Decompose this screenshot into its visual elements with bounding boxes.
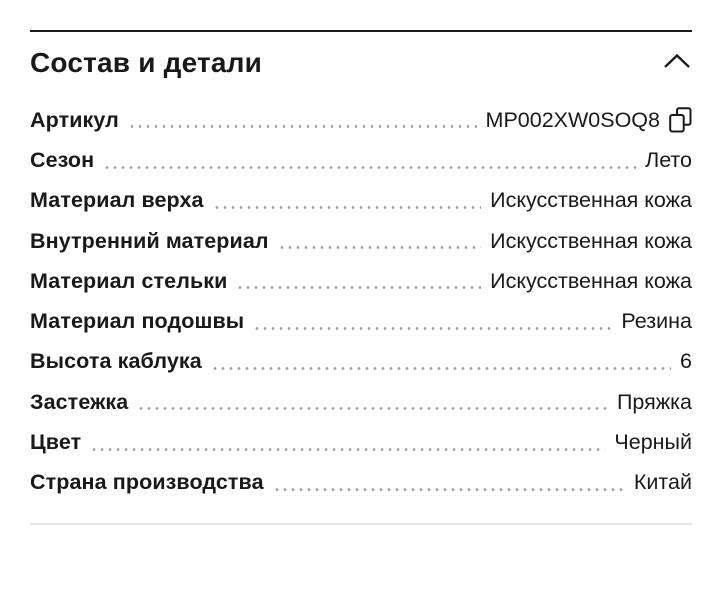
- attribute-value: Искусственная кожа: [490, 268, 692, 293]
- attribute-label: Внутренний материал: [30, 228, 269, 253]
- attribute-value: 6: [680, 349, 692, 374]
- dotted-leader: [211, 367, 671, 370]
- attribute-row: [30, 301, 692, 341]
- dotted-leader: [103, 166, 636, 169]
- attribute-row: [30, 463, 692, 503]
- attribute-label: Материал верха: [30, 188, 204, 213]
- dotted-leader: [273, 488, 625, 491]
- dotted-leader: [278, 246, 481, 249]
- dotted-leader: [90, 448, 605, 451]
- attribute-row: [30, 221, 692, 261]
- attribute-value: Китай: [633, 470, 692, 495]
- attribute-row: [30, 422, 692, 462]
- attribute-row: [30, 140, 692, 180]
- attribute-row: [30, 261, 692, 301]
- attribute-label: Артикул: [30, 107, 119, 132]
- attribute-label: Цвет: [30, 430, 82, 455]
- attributes-list: [30, 100, 692, 503]
- dotted-leader: [253, 327, 612, 330]
- attribute-row: [30, 382, 692, 422]
- section-title: Состав и детали: [30, 47, 263, 78]
- attribute-row: [30, 100, 692, 140]
- dotted-leader: [128, 125, 477, 128]
- attribute-row: [30, 342, 692, 382]
- dotted-leader: [213, 206, 482, 209]
- dotted-leader: [137, 407, 608, 410]
- attribute-value: MP002XW0SOQ8: [485, 107, 660, 132]
- attribute-label: Материал подошвы: [30, 309, 245, 334]
- dotted-leader: [236, 286, 481, 289]
- attribute-label: Застежка: [30, 389, 129, 414]
- attribute-label: Высота каблука: [30, 349, 202, 374]
- chevron-up-icon[interactable]: [663, 53, 691, 69]
- attribute-value: Искусственная кожа: [490, 188, 692, 213]
- attribute-value: Резина: [621, 309, 692, 334]
- attribute-value: Пряжка: [616, 389, 692, 414]
- section-header[interactable]: [30, 32, 692, 80]
- attribute-label: Страна производства: [30, 470, 264, 495]
- attribute-value: Лето: [645, 147, 692, 172]
- attribute-row: [30, 181, 692, 221]
- attribute-value: Искусственная кожа: [490, 228, 692, 253]
- composition-details-section: [30, 30, 692, 525]
- copy-icon[interactable]: [669, 107, 692, 133]
- attribute-label: Сезон: [30, 147, 95, 172]
- attribute-value: Черный: [614, 430, 692, 455]
- attribute-label: Материал стельки: [30, 268, 228, 293]
- bottom-divider: [30, 523, 692, 525]
